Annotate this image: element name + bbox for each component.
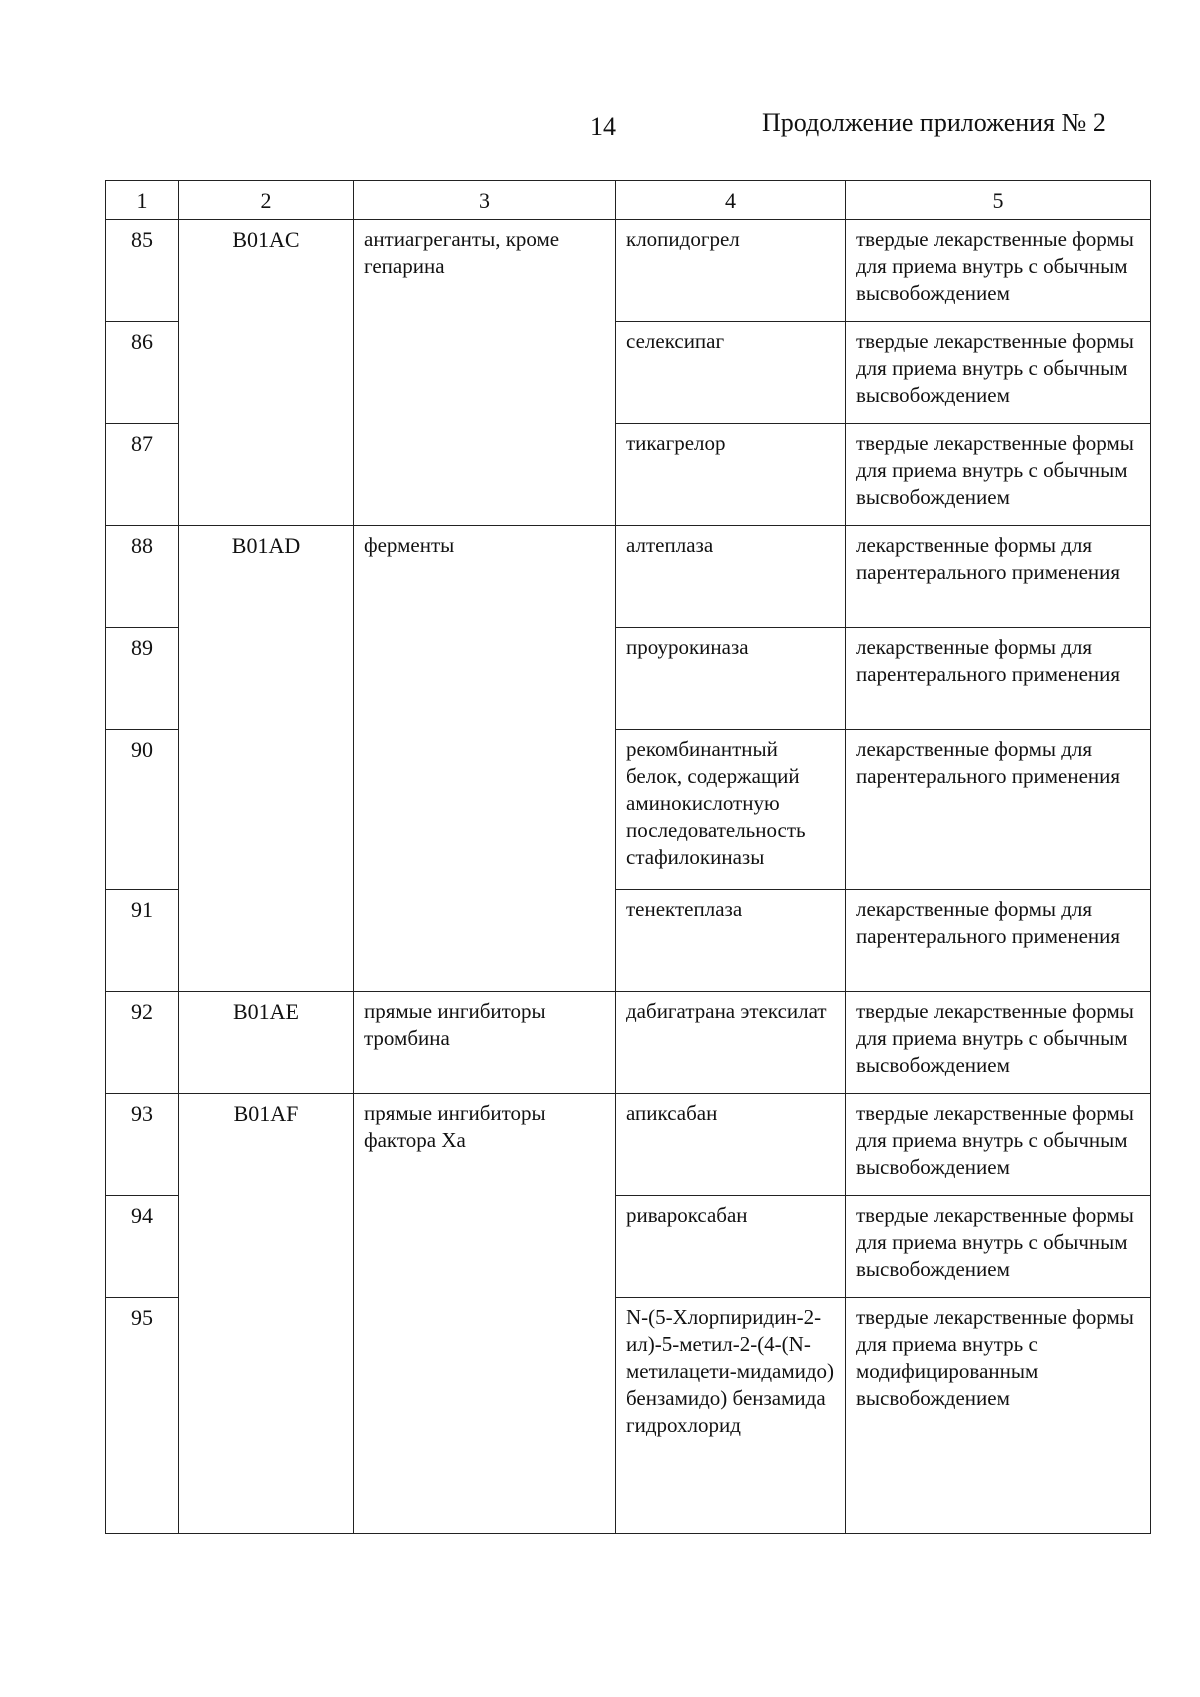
group-name: прямые ингибиторы фактора Ха — [354, 1094, 616, 1534]
dosage-form: твердые лекарственные формы для приема внутрь с обычным высвобождением — [846, 1196, 1151, 1298]
atc-code: B01AC — [179, 220, 354, 526]
substance-name: рекомбинантный белок, содержащий аминокислотную последовательность стафилокиназы — [616, 730, 846, 890]
continuation-title: Продолжение приложения № 2 — [762, 108, 1106, 137]
group-name: прямые ингибиторы тромбина — [354, 992, 616, 1094]
row-number: 91 — [106, 890, 179, 992]
header-row — [106, 181, 1151, 220]
table-row — [106, 1094, 1151, 1196]
column-header-4: 4 — [616, 181, 846, 220]
row-number: 94 — [106, 1196, 179, 1298]
column-header-1: 1 — [106, 181, 179, 220]
dosage-form: твердые лекарственные формы для приема внутрь с обычным высвобождением — [846, 220, 1151, 322]
dosage-form: лекарственные формы для парентерального применения — [846, 526, 1151, 628]
atc-code: B01AE — [179, 992, 354, 1094]
drug-table — [105, 180, 1151, 1534]
substance-name: проурокиназа — [616, 628, 846, 730]
dosage-form: твердые лекарственные формы для приема внутрь с обычным высвобождением — [846, 424, 1151, 526]
table-row — [106, 992, 1151, 1094]
substance-name: клопидогрел — [616, 220, 846, 322]
row-number: 87 — [106, 424, 179, 526]
page-number: 14 — [590, 112, 616, 141]
substance-name: тикагрелор — [616, 424, 846, 526]
table-row — [106, 526, 1151, 628]
dosage-form: твердые лекарственные формы для приема внутрь с обычным высвобождением — [846, 992, 1151, 1094]
table-row — [106, 220, 1151, 322]
substance-name: ривароксабан — [616, 1196, 846, 1298]
atc-code: B01AF — [179, 1094, 354, 1534]
column-header-3: 3 — [354, 181, 616, 220]
substance-name: селексипаг — [616, 322, 846, 424]
group-name: антиагреганты, кроме гепарина — [354, 220, 616, 526]
substance-name: апиксабан — [616, 1094, 846, 1196]
substance-name: N-(5-Хлорпиридин-2-ил)-5-метил-2-(4-(N-метилацети-мидамидо) бензамидо) бензамида гидрохлорид — [616, 1298, 846, 1534]
dosage-form: лекарственные формы для парентерального применения — [846, 730, 1151, 890]
dosage-form: твердые лекарственные формы для приема внутрь с обычным высвобождением — [846, 322, 1151, 424]
row-number: 93 — [106, 1094, 179, 1196]
row-number: 88 — [106, 526, 179, 628]
substance-name: алтеплаза — [616, 526, 846, 628]
column-header-2: 2 — [179, 181, 354, 220]
row-number: 92 — [106, 992, 179, 1094]
substance-name: дабигатрана этексилат — [616, 992, 846, 1094]
row-number: 95 — [106, 1298, 179, 1534]
dosage-form: лекарственные формы для парентерального применения — [846, 890, 1151, 992]
dosage-form: лекарственные формы для парентерального применения — [846, 628, 1151, 730]
row-number: 90 — [106, 730, 179, 890]
dosage-form: твердые лекарственные формы для приема внутрь с модифицированным высвобождением — [846, 1298, 1151, 1534]
substance-name: тенектеплаза — [616, 890, 846, 992]
column-header-5: 5 — [846, 181, 1151, 220]
atc-code: B01AD — [179, 526, 354, 992]
row-number: 86 — [106, 322, 179, 424]
row-number: 85 — [106, 220, 179, 322]
group-name: ферменты — [354, 526, 616, 992]
dosage-form: твердые лекарственные формы для приема внутрь с обычным высвобождением — [846, 1094, 1151, 1196]
row-number: 89 — [106, 628, 179, 730]
